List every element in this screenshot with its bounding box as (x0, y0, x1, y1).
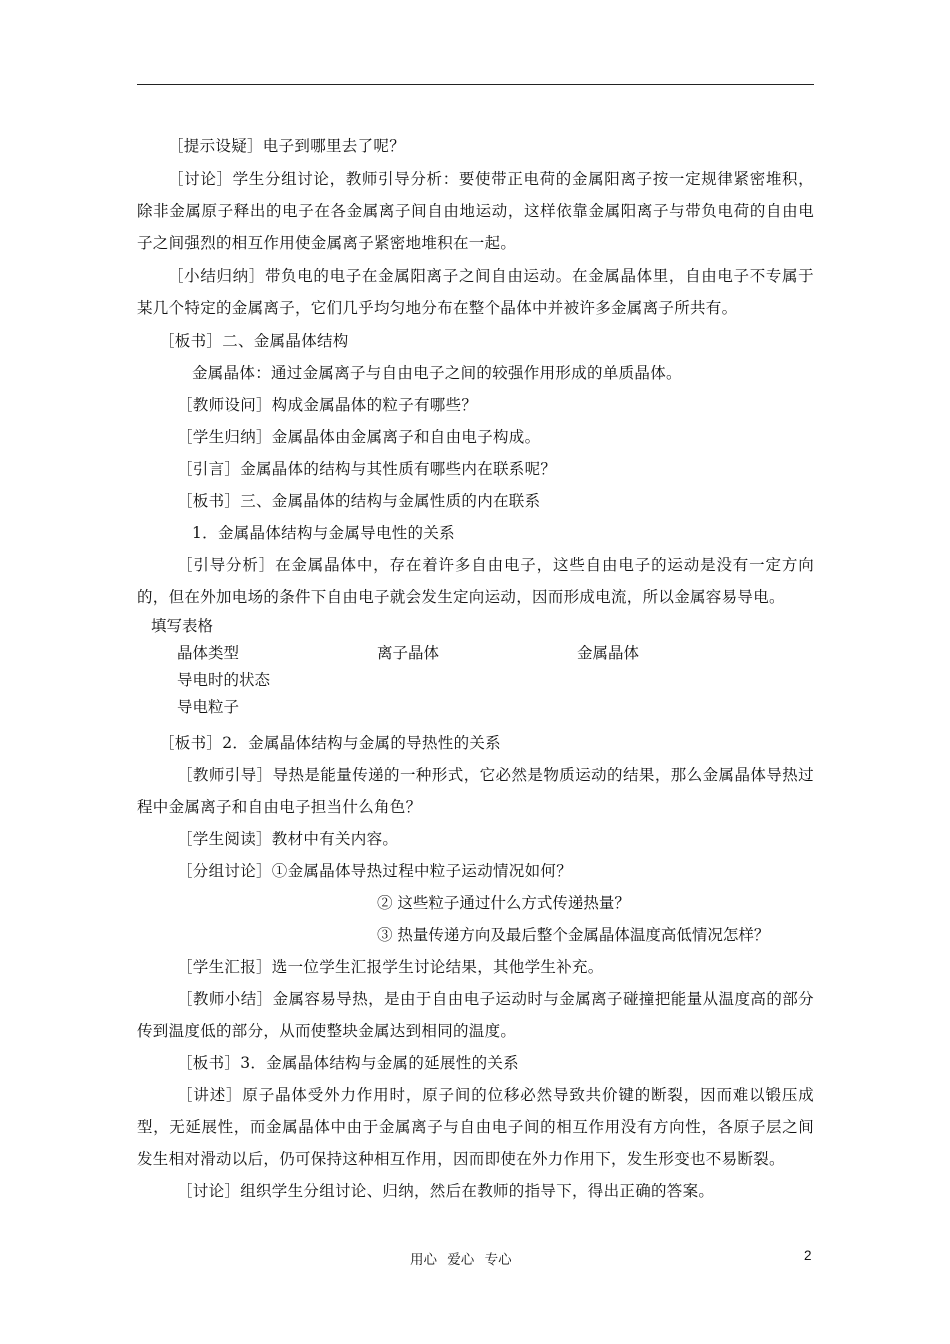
sub-question: ② 这些粒子通过什么方式传递热量？ (377, 894, 630, 912)
paragraph: 1．金属晶体结构与金属导电性的关系 (192, 524, 455, 542)
table-cell (377, 694, 577, 721)
paragraph: ［提示设疑］电子到哪里去了呢？ (168, 137, 406, 155)
paragraph: ［教师引导］导热是能量传递的一种形式，它必然是物质运动的结果，那么金属晶体导热过程中金属离子和自由电子担当什么角色？ (137, 766, 814, 816)
paragraph: ［学生归纳］金属晶体由金属离子和自由电子构成。 (177, 428, 541, 446)
table-row (137, 694, 814, 721)
table-header-cell: 金属晶体 (577, 644, 640, 662)
page-number: 2 (804, 1248, 812, 1263)
fill-in-table (137, 613, 814, 721)
paragraph: 金属晶体：通过金属离子与自由电子之间的较强作用形成的单质晶体。 (192, 364, 682, 382)
header-rule (137, 84, 814, 85)
paragraph: ［讨论］学生分组讨论，教师引导分析：要使带正电荷的金属阳离子按一定规律紧密堆积，除非金属原子释出的电子在各金属离子间自由地运动，这样依靠金属阳离子与带负电荷的自由电子之间强烈的相互作用使金属离子紧密地堆积在一起。 (137, 170, 814, 252)
table-cell (377, 667, 577, 694)
table-header-cell: 离子晶体 (377, 644, 440, 662)
paragraph: ［讲述］原子晶体受外力作用时，原子间的位移必然导致共价键的断裂，因而难以锻压成型，无延展性，而金属晶体中由于金属离子与自由电子间的相互作用没有方向性，各原子层之间发生相对滑动以后，仍可保持这种相互作用，因而即使在外力作用下，发生形变也不易断裂。 (137, 1086, 814, 1168)
table-header-cell: 晶体类型 (177, 644, 240, 662)
paragraph: ［学生阅读］教材中有关内容。 (177, 830, 399, 848)
paragraph: ［引言］金属晶体的结构与其性质有哪些内在联系呢？ (177, 460, 557, 478)
paragraph: ［教师设问］构成金属晶体的粒子有哪些？ (177, 396, 478, 414)
paragraph: ［讨论］组织学生分组讨论、归纳，然后在教师的指导下，得出正确的答案。 (177, 1182, 715, 1200)
footer-slogan: 用心 爱心 专心 (410, 1252, 512, 1268)
table-row (137, 667, 814, 694)
table-header-row (137, 640, 814, 667)
table-cell: 导电时的状态 (177, 671, 271, 689)
paragraph: ［板书］三、金属晶体的结构与金属性质的内在联系 (177, 492, 541, 510)
paragraph: ［小结归纳］带负电的电子在金属阳离子之间自由运动。在金属晶体里，自由电子不专属于某几个特定的金属离子，它们几乎均匀地分布在整个晶体中并被许多金属离子所共有。 (137, 267, 814, 317)
paragraph: ［引导分析］在金属晶体中，存在着许多自由电子，这些自由电子的运动是没有一定方向的，但在外加电场的条件下自由电子就会发生定向运动，因而形成电流，所以金属容易导电。 (137, 556, 814, 606)
paragraph: ［板书］二、金属晶体结构 (159, 332, 349, 350)
table-cell (577, 694, 777, 721)
table-caption: 填写表格 (151, 617, 214, 635)
sub-question: ③ 热量传递方向及最后整个金属晶体温度高低情况怎样？ (377, 926, 770, 944)
paragraph: ［板书］2．金属晶体结构与金属的导热性的关系 (159, 734, 501, 752)
paragraph: ［分组讨论］①金属晶体导热过程中粒子运动情况如何？ (177, 862, 573, 880)
paragraph: ［学生汇报］选一位学生汇报学生讨论结果，其他学生补充。 (177, 958, 604, 976)
table-cell (577, 667, 777, 694)
paragraph: ［教师小结］金属容易导热，是由于自由电子运动时与金属离子碰撞把能量从温度高的部分传到温度低的部分，从而使整块金属达到相同的温度。 (137, 990, 814, 1040)
table-cell: 导电粒子 (177, 698, 240, 716)
document-body (137, 130, 814, 1207)
paragraph: ［板书］3．金属晶体结构与金属的延展性的关系 (177, 1054, 519, 1072)
